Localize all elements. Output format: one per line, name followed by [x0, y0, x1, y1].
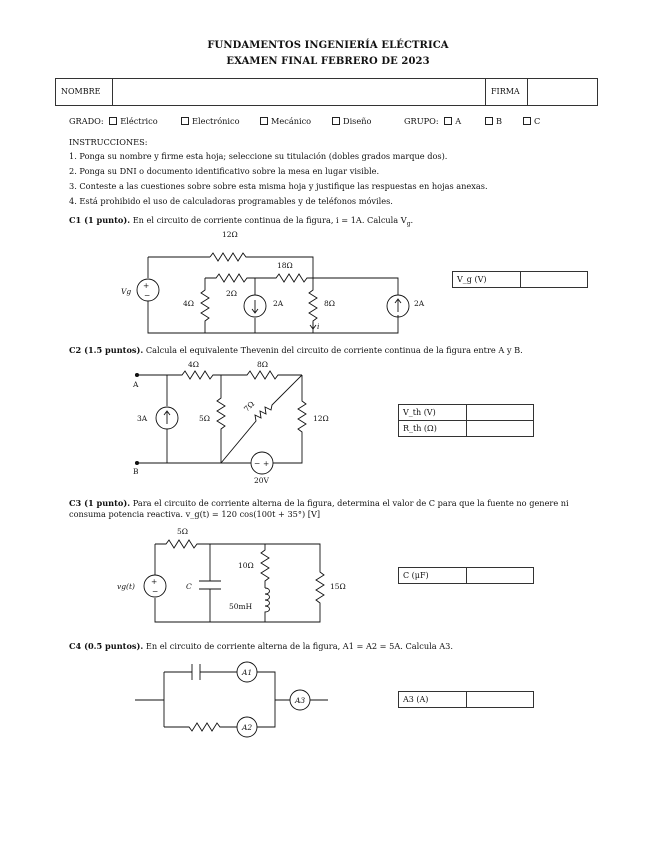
q3-label-50mh: 50mH	[229, 602, 253, 611]
grado-option-3: Mecánico	[260, 116, 311, 127]
svg-text:−: −	[144, 291, 151, 300]
q1-label: C1 (1 punto).	[69, 215, 131, 225]
q2-label-b: B	[133, 467, 139, 476]
q1-label-4: 4Ω	[183, 299, 194, 308]
q3-label-15: 15Ω	[330, 582, 346, 591]
q1-label-12: 12Ω	[222, 230, 238, 239]
grado-label: GRADO:	[69, 116, 104, 126]
svg-text:−: −	[152, 587, 159, 596]
q1-label-vg: Vg	[121, 287, 132, 296]
q1-statement: C1 (1 punto). En el circuito de corriente continua de la figura, i = 1A. Calcula $V_g$.	[69, 215, 414, 228]
q1-label-2: 2Ω	[226, 289, 237, 298]
instruction-3: 3. Conteste a las cuestiones sobre sobre esta misma hoja y justifique las respuestas en hojas anexas.	[69, 181, 488, 191]
grupo-option-c: C	[523, 116, 540, 127]
svg-text:−: −	[254, 459, 261, 468]
q2-label-5: 5Ω	[199, 414, 210, 423]
q1-label-i: i	[317, 322, 320, 331]
q1-label-2a: 2A	[273, 299, 284, 308]
q1-label-2a-right: 2A	[414, 299, 425, 308]
option-electrico: Eléctrico	[120, 116, 158, 126]
q4-label: C4 (0.5 puntos).	[69, 641, 144, 651]
q3-label-5: 5Ω	[177, 527, 188, 536]
grado-option-4: Diseño	[332, 116, 371, 127]
q4-text: En el circuito de corriente alterna de la figura, A1 = A2 = 5A. Calcula A3.	[145, 641, 453, 651]
grupo-label: GRUPO:	[404, 116, 439, 126]
q3-circuit	[117, 527, 346, 622]
q1-label-18: 18Ω	[277, 261, 293, 270]
q3-text: Para el circuito de corriente alterna de la figura, determina el valor de C para que la fuente no genere ni consuma potencia reactiva.	[69, 498, 569, 519]
instruction-4: 4. Está prohibido el uso de calculadoras programables y de teléfonos móviles.	[69, 196, 393, 206]
q1-answer-label: V_g (V)	[453, 272, 521, 288]
instruction-2: 2. Ponga su DNI o documento identificativo sobre la mesa en lugar visible.	[69, 166, 380, 176]
q4-label-a3: A3	[295, 696, 306, 705]
q3-formula: v_g(t) = 120 cos(100t + 35°) [V]	[185, 509, 321, 519]
q4-answer-label: A3 (A)	[399, 692, 467, 708]
svg-text:+: +	[143, 281, 150, 290]
q1-circuit	[121, 230, 425, 333]
q4-label-a2: A2	[242, 723, 253, 732]
q2-answer-label-rth: R_th (Ω)	[399, 421, 467, 437]
q2-label-a: A	[133, 380, 139, 389]
q2-text: Calcula el equivalente Thevenin del circuito de corriente continua de la figura entre A y B.	[145, 345, 523, 355]
q1-text: En el circuito de corriente continua de la figura, i = 1A. Calcula V	[132, 215, 407, 225]
exam-title: FUNDAMENTOS INGENIERÍA ELÉCTRICA	[207, 40, 449, 51]
instruction-1: 1. Ponga su nombre y firme esta hoja; seleccione su titulación (dobles grados marque dos).	[69, 151, 448, 161]
instructions-heading: INSTRUCCIONES:	[69, 137, 148, 147]
q2-label-20v: 20V	[254, 476, 269, 485]
q3-answer-label: C (μF)	[399, 568, 467, 584]
q1-label-8: 8Ω	[324, 299, 335, 308]
q2-answer-label-vth: V_th (V)	[399, 405, 467, 421]
q4-circuit	[135, 662, 328, 737]
q3-label: C3 (1 punto).	[69, 498, 131, 508]
grado-option-2: Electrónico	[181, 116, 240, 127]
svg-text:+: +	[151, 577, 158, 586]
svg-text:+: +	[263, 459, 270, 468]
firma-label: FIRMA	[486, 79, 528, 105]
q2-label-8: 8Ω	[257, 360, 268, 369]
q2-label-7: 7Ω	[242, 399, 257, 414]
grupo-row: GRUPO: A	[404, 116, 462, 126]
q3-label-vg: vg(t)	[117, 582, 135, 591]
q2-circuit	[132, 360, 329, 485]
exam-subtitle: EXAMEN FINAL FEBRERO DE 2023	[226, 56, 430, 67]
q3-label-c: C	[186, 582, 192, 591]
q2-label-3a: 3A	[137, 414, 148, 423]
q4-label-a1: A1	[242, 668, 253, 677]
q2-label: C2 (1.5 puntos).	[69, 345, 144, 355]
grupo-option-b: B	[485, 116, 502, 127]
q3-label-10: 10Ω	[238, 561, 254, 570]
q2-label-4: 4Ω	[188, 360, 199, 369]
q2-label-12: 12Ω	[313, 414, 329, 423]
nombre-label: NOMBRE	[56, 79, 113, 105]
